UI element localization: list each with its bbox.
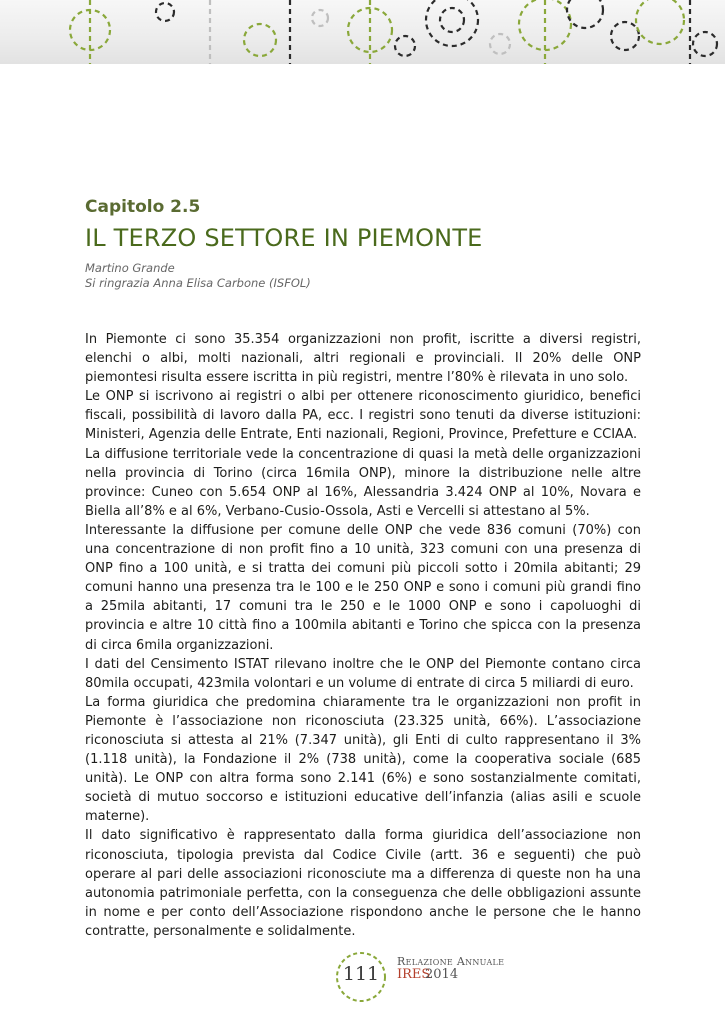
dashed-circles-pattern: [0, 0, 725, 64]
page-number-badge: [334, 950, 388, 1004]
paragraph: La diffusione territoriale vede la concentrazione di quasi la metà delle organizzazioni nella provincia di Torino (circa 16mila ONP), minore la distribuzione nelle altre province: Cuneo con 5.654 ONP al 16%, Alessandria 3.424 ONP al 10%, Novara e Biella all’8% e al 6%, Verbano-Cusio-Ossola, Asti e Vercelli si attestano al 5%.: [85, 446, 641, 519]
report-org: IRES: [397, 967, 431, 982]
report-year: 2014: [425, 967, 459, 982]
page-number: 111: [342, 963, 380, 985]
body-text: [85, 330, 641, 941]
chapter-label: Capitolo 2.5: [85, 197, 201, 217]
paragraph: In Piemonte ci sono 35.354 organizzazioni non profit, iscritte a diversi registri, elenchi o albi, molti nazionali, altri regionali e provinciali. Il 20% delle ONP piemontesi risulta essere iscritta in più registri, mentre l’80% è rilevata in uno solo.: [85, 332, 641, 386]
paragraph: La forma giuridica che predomina chiaramente tra le organizzazioni non profit in Piemonte è l’associazione non riconosciuta (23.325 unità, 66%). L’associazione riconosciuta si attesta al 21% (7.347 unità), gli Enti di culto rappresentano il 3% (1.118 unità), la Fondazione il 2% (738 unità), come la cooperativa sociale (685 unità). Le ONP con altra forma sono 2.141 (6%) e sono sostanzialmente comitati, società di mutuo soccorso e istituzioni educative dell’infanzia (alias asili e scuole materne).: [85, 694, 641, 825]
paragraph: Il dato significativo è rappresentato dalla forma giuridica dell’associazione non riconosciuta, tipologia prevista dal Codice Civile (artt. 36 e seguenti) che può operare al pari delle associazioni riconosciute ma a differenza di queste non ha una autonomia patrimoniale perfetta, con la conseguenza che delle obbligazioni assunte in nome e per conto dell’Associazione rispondono anche le persone che le hanno contratte, personalmente e solidalmente.: [85, 828, 641, 939]
chapter-title: IL TERZO SETTORE IN PIEMONTE: [85, 224, 483, 252]
paragraph: Interessante la diffusione per comune delle ONP che vede 836 comuni (70%) con una concentrazione di non profit fino a 10 unità, 323 comuni con una presenza di ONP fino a 100 unità, e si tratta dei comuni più piccoli sotto i 20mila abitanti; 29 comuni hanno una presenza tra le 100 e le 250 ONP e sono i comuni più grandi fino a 25mila abitanti, 17 comuni tra le 250 e le 1000 ONP e sono i capoluoghi di provincia e altre 10 città fino a 100mila abitanti e Torino che spicca con la presenza di circa 6mila organizzazioni.: [85, 522, 641, 653]
acknowledgement: Si ringrazia Anna Elisa Carbone (ISFOL): [85, 276, 311, 290]
paragraph: Le ONP si iscrivono ai registri o albi per ottenere riconoscimento giuridico, benefici fiscali, possibilità di lavoro dalla PA, ecc. I registri sono tenuti da diverse istituzioni: Ministeri, Agenzia delle Entrate, Enti nazionali, Regioni, Province, Prefetture e CCIAA.: [85, 389, 641, 443]
report-label: Relazione Annuale: [397, 955, 505, 968]
author-name: Martino Grande: [85, 261, 175, 275]
paragraph: I dati del Censimento ISTAT rilevano inoltre che le ONP del Piemonte contano circa 80mila occupati, 423mila volontari e un volume di entrate di circa 5 miliardi di euro.: [85, 656, 641, 691]
header-decoration-band: [0, 0, 725, 64]
